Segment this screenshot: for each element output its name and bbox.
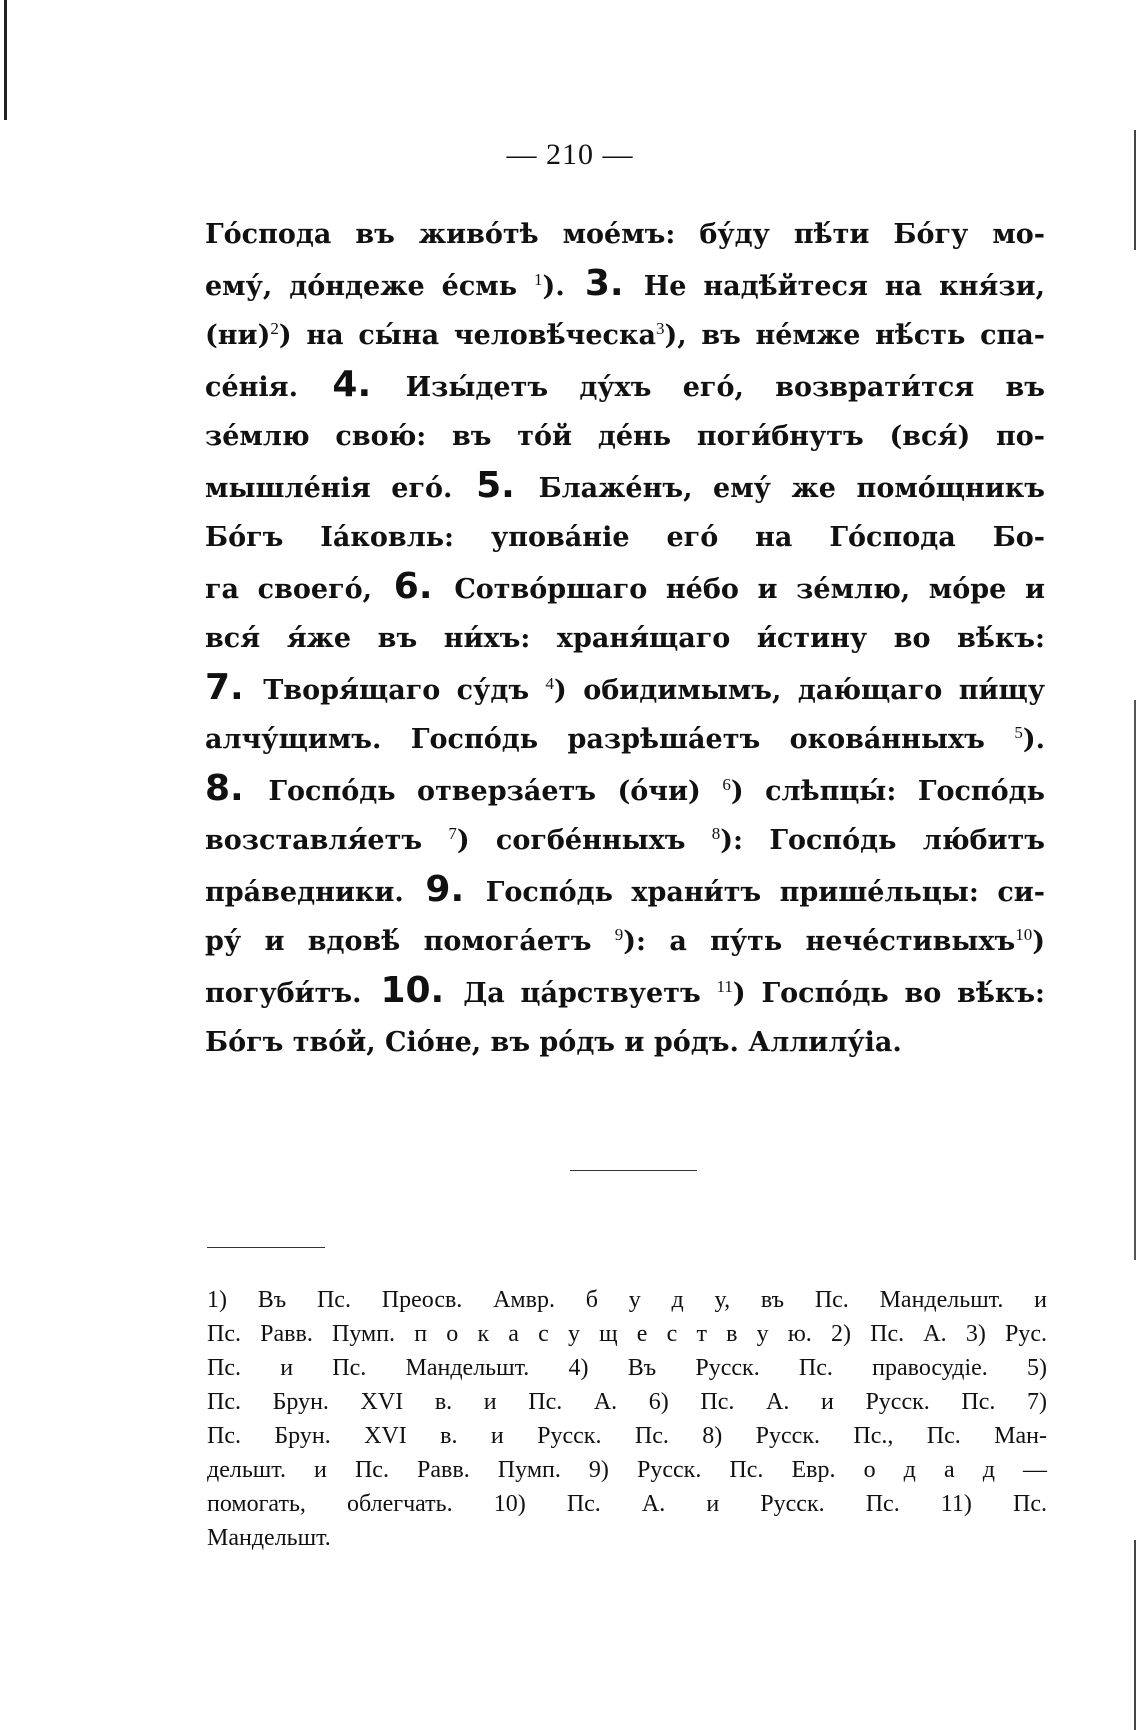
verse-text: Сотво́ршаго не́бо и зе́млю, мо́ре и bbox=[454, 574, 1045, 605]
verse-text: Творя́щаго су́дъ bbox=[263, 675, 546, 706]
verse-text: ру́ и вдовѣ́ помога́етъ bbox=[205, 926, 615, 957]
verse-text: Блаже́нъ, ему́ же помо́щникъ bbox=[538, 473, 1045, 504]
verse-text: пра́ведники. bbox=[205, 877, 404, 908]
verse-text: Изы́детъ ду́хъ его́, возврати́тся въ bbox=[405, 372, 1045, 403]
verse-text: Госпо́дь отверза́етъ (о́чи) bbox=[268, 776, 723, 807]
scan-edge-left bbox=[4, 0, 7, 120]
verse-text: ): а пу́ть нече́стивыхъ bbox=[623, 926, 1016, 957]
verse-text: вся́ я́же въ ни́хъ: храня́щаго и́стину во вѣ́къ: bbox=[205, 623, 1045, 654]
footnote-ref: 10 bbox=[1015, 925, 1033, 944]
verse-text: ) слѣпцы́: Госпо́дь bbox=[730, 776, 1045, 807]
footnote-ref: 1 bbox=[534, 270, 543, 289]
footnote-line: дельшт. и Пс. Равв. Пумп. 9) Русск. Пс. Евр. о д а д — bbox=[207, 1457, 1047, 1483]
section-divider bbox=[570, 1170, 697, 1171]
verse-text: ) обидимымъ, даю́щаго пи́щу bbox=[554, 675, 1045, 706]
verse-number: 10. bbox=[361, 970, 464, 1011]
verse-text: ) на сы́на человѣ́ческа bbox=[278, 320, 656, 351]
footnote-ref: 11 bbox=[716, 977, 733, 996]
verse-text: (ни) bbox=[205, 320, 271, 351]
text-line bbox=[205, 562, 1045, 614]
text-line bbox=[205, 1018, 1045, 1067]
psalm-text bbox=[205, 210, 1045, 1067]
text-line bbox=[205, 715, 1045, 764]
text-line bbox=[205, 360, 1045, 412]
verse-number: 3. bbox=[564, 263, 644, 304]
verse-text: Бо́гъ тво́й, Сіо́не, въ ро́дъ и ро́дъ. Аллилу́іа. bbox=[205, 1027, 902, 1058]
verse-text: погуби́тъ. bbox=[205, 978, 362, 1009]
verse-number: 9. bbox=[403, 869, 486, 910]
verse-text: ) Госпо́дь во вѣ́къ: bbox=[732, 978, 1045, 1009]
verse-text: возставля́етъ bbox=[205, 825, 449, 856]
verse-text: Да ца́рствуетъ bbox=[463, 978, 717, 1009]
footnote-line: Мандельшт. bbox=[207, 1525, 331, 1551]
text-line bbox=[205, 412, 1045, 461]
text-line bbox=[205, 513, 1045, 562]
footnote-ref: 7 bbox=[448, 824, 457, 843]
verse-text: га своего́, bbox=[205, 574, 373, 605]
verse-text: ). bbox=[1022, 724, 1045, 755]
verse-number: 5. bbox=[452, 465, 539, 506]
footnote-line: 1) Въ Пс. Преосв. Амвр. б у д у, въ Пс. Мандельшт. и bbox=[207, 1287, 1047, 1313]
text-line bbox=[205, 917, 1045, 966]
footnote-line: Пс. Брун. XVI в. и Русск. Пс. 8) Русск. Пс., Пс. Ман- bbox=[207, 1423, 1047, 1449]
text-line bbox=[205, 966, 1045, 1018]
verse-text: Бо́гъ Іа́ковль: упова́ніе его́ на Го́спода Бо- bbox=[205, 522, 1045, 553]
verse-number: 7. bbox=[205, 667, 264, 708]
footnotes bbox=[207, 1283, 1047, 1555]
verse-text: ему́, до́ндеже е́смь bbox=[205, 271, 535, 302]
verse-text: Не надѣ́йтеся на кня́зи, bbox=[643, 271, 1045, 302]
footnote-line: Пс. Брун. XVI в. и Пс. А. 6) Пс. А. и Русск. Пс. 7) bbox=[207, 1389, 1047, 1415]
text-line bbox=[205, 614, 1045, 663]
verse-text: ). bbox=[542, 271, 565, 302]
footnote-separator bbox=[207, 1247, 325, 1248]
footnote-ref: 2 bbox=[270, 319, 279, 338]
text-line bbox=[205, 663, 1045, 715]
verse-text: Госпо́дь храни́тъ прише́льцы: си- bbox=[485, 877, 1045, 908]
footnote-ref: 4 bbox=[545, 674, 555, 693]
text-line bbox=[205, 764, 1045, 816]
verse-text: мышле́нія его́. bbox=[205, 473, 453, 504]
verse-text: се́нія. bbox=[205, 372, 298, 403]
verse-number: 4. bbox=[297, 364, 406, 405]
verse-text: Го́спода въ живо́тѣ мое́мъ: бу́ду пѣ́ти Бо́гу мо- bbox=[205, 219, 1045, 250]
verse-text: ) согбе́нныхъ bbox=[456, 825, 712, 856]
footnote-ref: 5 bbox=[1014, 723, 1023, 742]
text-line bbox=[205, 816, 1045, 865]
footnote-line: помогать, облегчать. 10) Пс. А. и Русск. Пс. 11) Пс. bbox=[207, 1491, 1047, 1517]
text-line bbox=[205, 210, 1045, 259]
footnote-ref: 3 bbox=[655, 319, 665, 338]
footnote-ref: 8 bbox=[711, 824, 721, 843]
scan-edge-right bbox=[1134, 700, 1136, 1260]
text-line bbox=[205, 259, 1045, 311]
verse-text: ), въ не́мже нѣ́сть спа- bbox=[664, 320, 1045, 351]
verse-text: зе́млю свою́: въ то́й де́нь поги́бнутъ (вся́) по- bbox=[205, 421, 1045, 452]
footnote-line: Пс. и Пс. Мандельшт. 4) Въ Русск. Пс. правосудіе. 5) bbox=[207, 1355, 1047, 1381]
footnote-ref: 6 bbox=[722, 775, 731, 794]
text-line bbox=[205, 311, 1045, 360]
verse-text: ): Госпо́дь лю́битъ bbox=[720, 825, 1045, 856]
text-line bbox=[205, 461, 1045, 513]
verse-number: 8. bbox=[205, 768, 269, 809]
page-number: — 210 — bbox=[506, 138, 634, 171]
verse-number: 6. bbox=[372, 566, 455, 607]
text-line bbox=[205, 865, 1045, 917]
scan-edge-right bbox=[1134, 1540, 1136, 1730]
footnote-ref: 9 bbox=[614, 925, 624, 944]
verse-text: ) bbox=[1032, 926, 1045, 957]
verse-text: алчу́щимъ. Госпо́дь разрѣша́етъ окова́нныхъ bbox=[205, 724, 1015, 755]
footnote-line: Пс. Равв. Пумп. п о к а с у щ е с т в у ю. 2) Пс. А. 3) Рус. bbox=[207, 1321, 1047, 1347]
